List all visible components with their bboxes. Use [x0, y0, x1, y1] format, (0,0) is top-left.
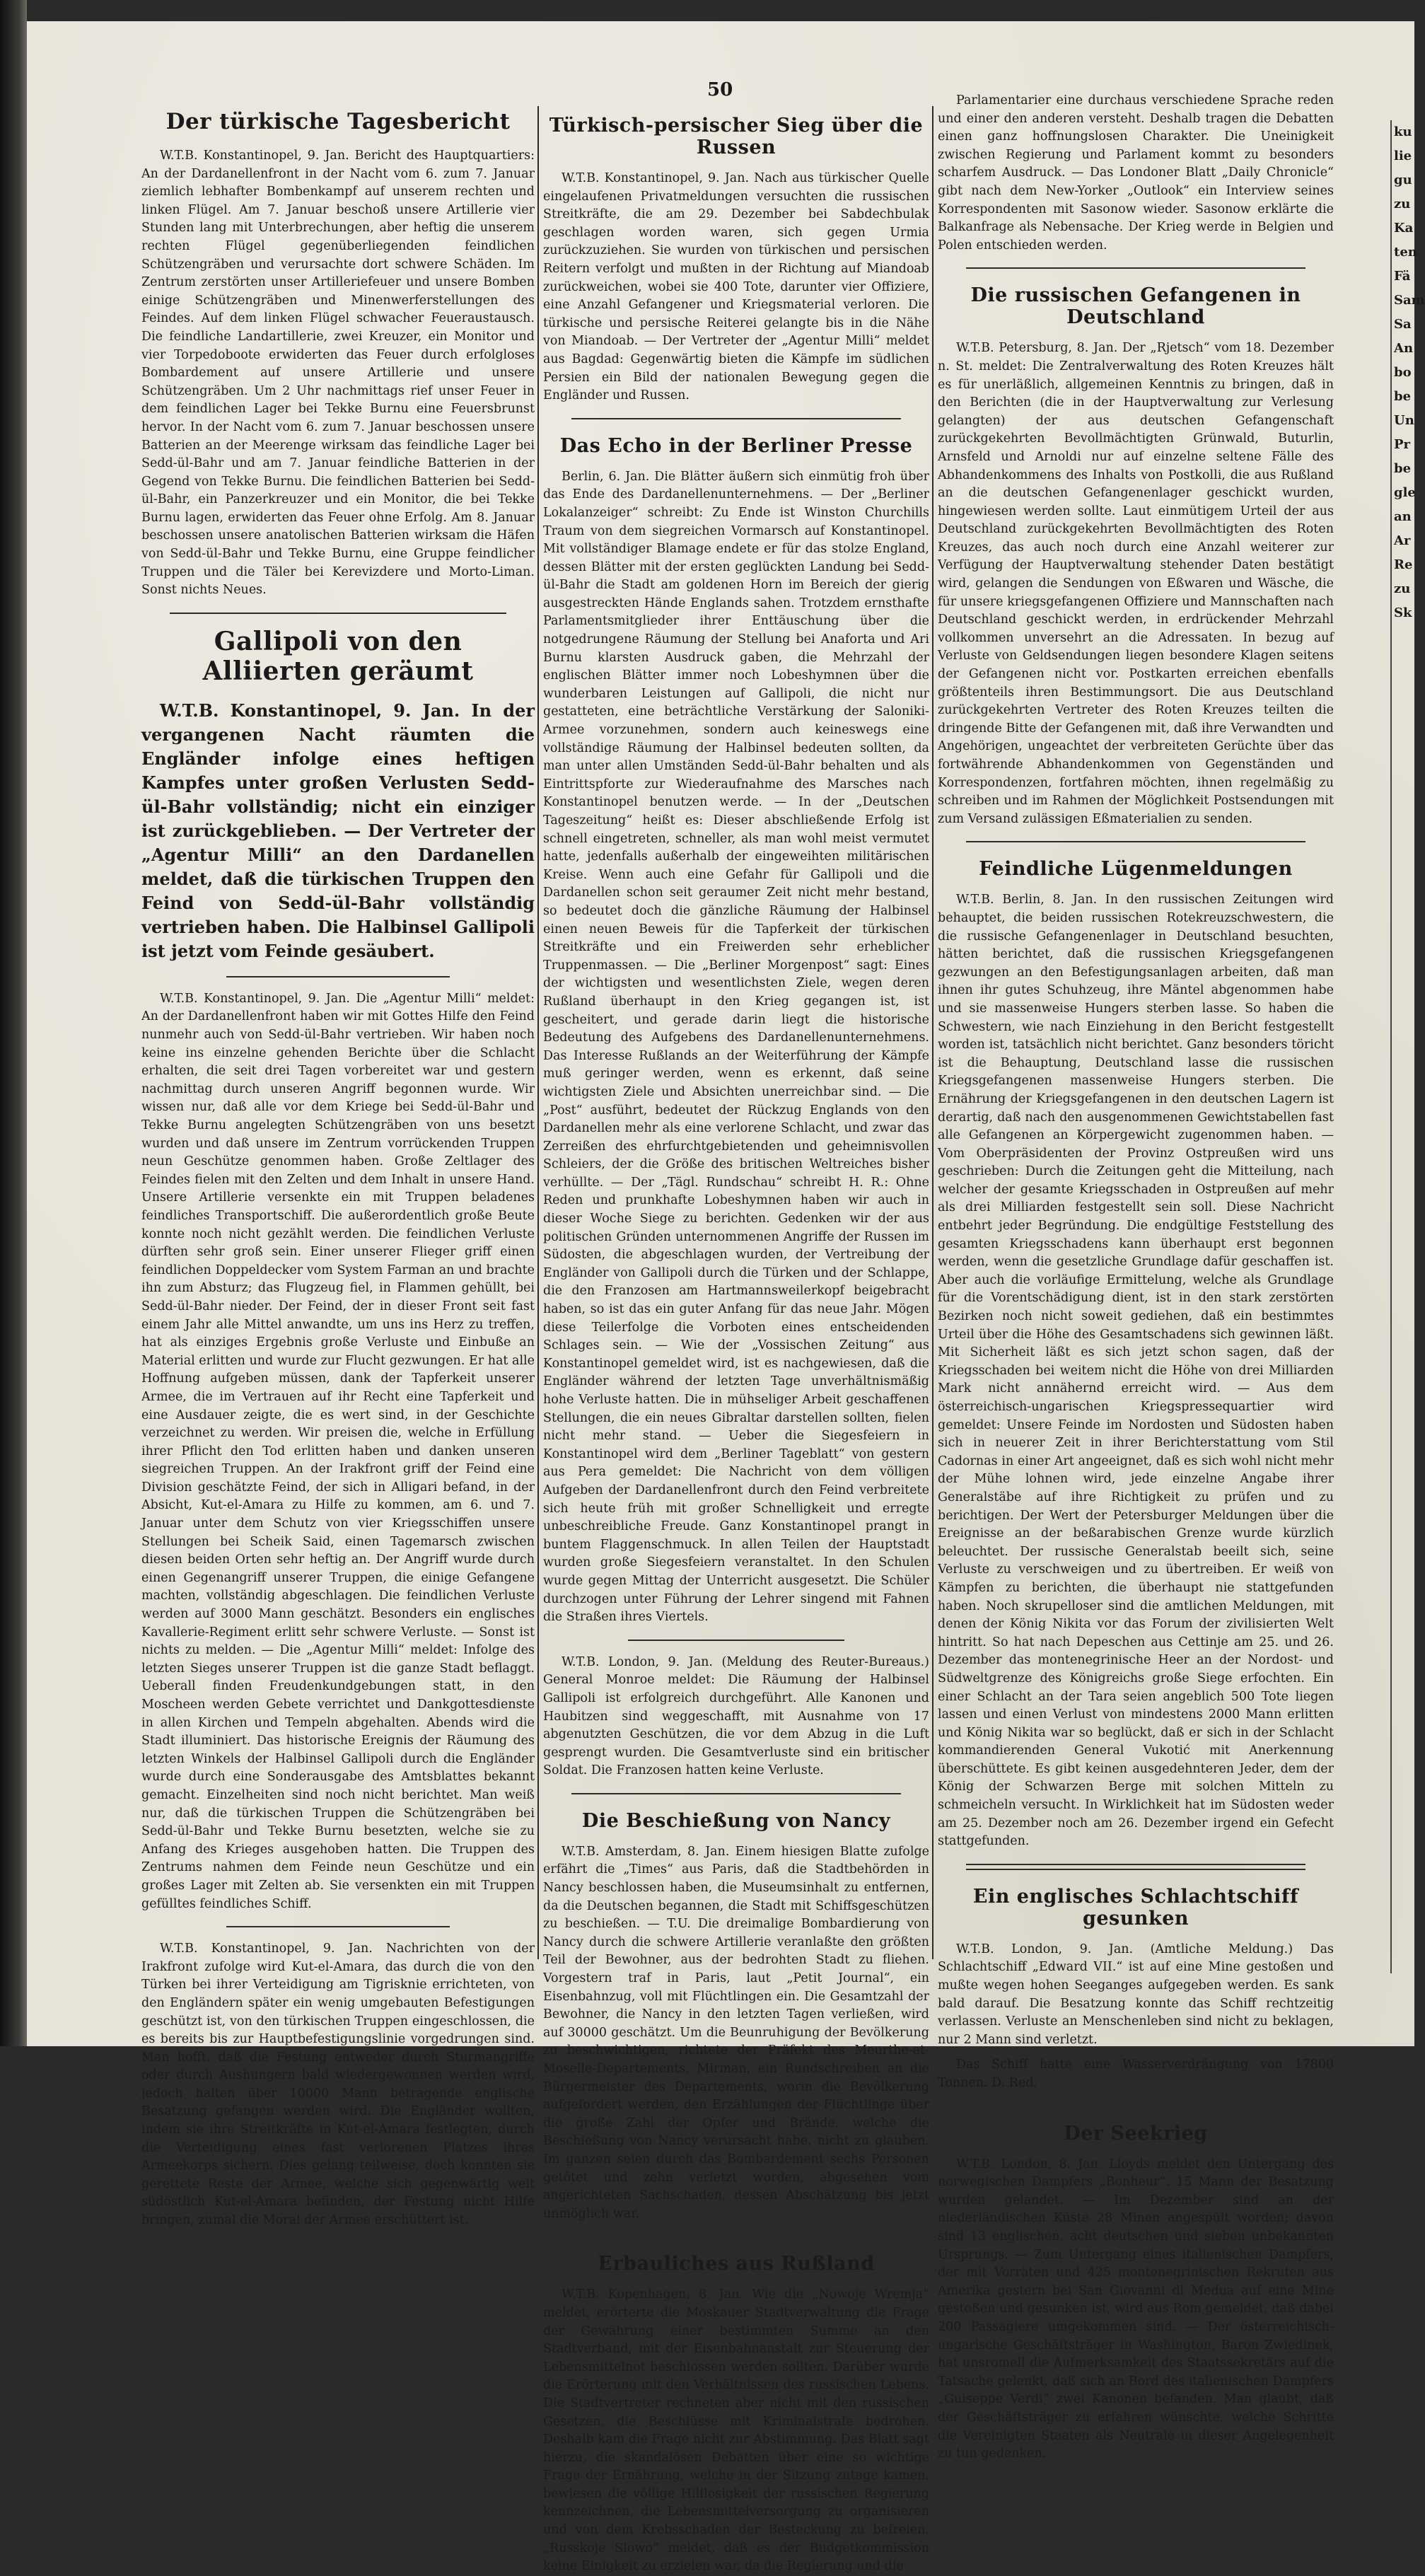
article-divider: [571, 418, 901, 419]
article-paragraph: W.T.B. Konstantinopel, 9. Jan. Bericht des Hauptquartiers: An der Dardanellenfront in der Nacht vom 6. zum 7. Januar ziemlich lebhafter Bombenkampf auf unserem rechten und linken Flügel. Am 7. Januar beschoß unsere Artillerie vier Stunden lang mit Unterbrechungen, aber heftig die unserem rechten Flügel gegenüberliegenden feindlichen Schützengräben und verursachte dort schwere Schäden. Im Zentrum zerstörten unser Artilleriefeuer und unsere Bomben einige Schützengräben und Minenwerferstellungen des Feindes. Auf dem linken Flügel schwacher Feueraustausch. Die feindliche Landartillerie, zwei Kreuzer, ein Monitor und vier Torpedoboote erwiderten das Feuer durch erfolgloses Bombardement auf unsere Artillerie und unsere Schützengräben. Um 2 Uhr nachmittags rief unser Feuer in dem feindlichen Lager bei Tekke Burnu eine Feuersbrunst hervor. In der Nacht vom 6. zum 7. Januar beschossen unsere Batterien an der Meerenge wirksam das feindliche Lager bei Sedd-ül-Bahr und am 7. Januar feindliche Batterien in der Gegend von Tekke Burnu. Die feindlichen Batterien bei Sedd-ül-Bahr, ein Panzerkreuzer und ein Monitor, die bei Tekke Burnu lagen, erwiderten das Feuer ohne Erfolg. Am 8. Januar beschossen unsere anatolischen Batterien wirksam die Häfen von Sedd-ül-Bahr und Tekke Burnu, eine Gruppe feindlicher Truppen und die Täler bei Kerevizdere und Morto-Liman. Sonst nichts Neues.: [141, 149, 535, 598]
fragment: Fä: [1394, 269, 1411, 284]
fragment: zu: [1394, 197, 1411, 211]
article-paragraph: W.T.B. Amsterdam, 8. Jan. Einem hiesigen Blatte zufolge erfährt die „Times“ aus Paris, daß die Stadtbehörden in Nancy beschlossen haben, die Museumsinhalt zu entfernen, da die Deutschen begannen, die Stadt mit Schiffsgeschützen zu beschießen. — T.U. Die dreimalige Bombardierung von Nancy durch die schwere Artillerie veranlaßte den größten Teil der Bewohner, aus der bedrohten Stadt zu fliehen. Vorgestern traf in Paris, laut „Petit Journal“, ein Eisenbahnzug, voll mit Flüchtlingen ein. Die Gesamtzahl der Bewohner, die Nancy in den letzten Tagen verließen, wird auf 30000 geschätzt. Um die Beunruhigung der Bevölkerung zu beschwichtigen, richtete der Präfekt des Meurthe-et-Moselle-Departements, Mirman, ein Rundschreiben an die Bürgermeister des Departements, worin die Bevölkerung aufgefordert werden, den Erzählungen der Flüchtlinge über die große Zahl der Opfer und Brände, welche die Beschießung von Nancy verursacht habe, nicht zu glauben. Im ganzen seien durch das Bombardement sechs Personen getötet und zehn verletzt worden, abgesehen vom angerichteten Sachschaden, dessen Abschätzung bis jetzt unmöglich war.: [543, 1844, 929, 2221]
article-paragraph: W.T.B. Kopenhagen, 8. Jan. Wie die „Nowoje Wremja“ meldet, erörterte die Moskauer Stadtverwaltung die Frage der Gewährung einer bestimmten Summe an den Stadtverband, mit der Eisenbahnanstalt zur Steuerung der Lebensmittelnot beschlossen werden sollten. Darüber wurde die Erörterung mit den Verhältnissen des russischen Lebens. Die Stadtvertreter rechneten aber nicht mit den russischen Gesetzen, die Beschlüsse mit Kriminalstrafe bedrohen. Deshalb kam die Frage nicht zur Abstimmung. Das Blatt sagt hierzu, die skandalösen Debatten über eine so wichtige Frage der Ernährung, welche in der Sitzung zutage kamen, bewiesen die völlige Hilflosigkeit der russischen Regierung kennzeichnen, die Lebensmittelversorgung zu organisieren und von dem Krebsschaden der Besteckung zu befreien. „Russkoje Slowo“ meldet, daß es der Budgetkommission keine Einigkeit zu erzielen war, da die Regierung und die: [543, 2287, 929, 2574]
article-paragraph: W.T.B. Konstantinopel, 9. Jan. Die „Agentur Milli“ meldet: An der Dardanellenfront haben wir mit Gottes Hilfe den Feind nunmehr auch von Sedd-ül-Bahr vertrieben. Wir haben noch keine ins einzelne gehenden Berichte über die Schlacht erhalten, die seit drei Tagen vorbereitet war und gestern nachmittag durch unseren Angriff begonnen wurde. Wir wissen nur, daß alle vor dem Kriege bei Sedd-ül-Bahr und Tekke Burnu angelegten Schützengräben von uns besetzt wurden und daß unsere im Zentrum vorrückenden Truppen neun Geschütze genommen haben. Große Zeltlager des Feindes fielen mit den Zelten und dem Inhalt in unsere Hand. Unsere Artillerie versenkte ein mit Truppen beladenes feindliches Transportschiff. Die außerordentlich große Beute konnte noch nicht gezählt werden. Die feindlichen Verluste dürften sehr groß sein. Einer unserer Flieger griff einen feindlichen Doppeldecker vom System Farman an und brachte ihn zum Absturz; das Flugzeug fiel, in Flammen gehüllt, bei Sedd-ül-Bahr nieder. Der Feind, der in dieser Front seit fast einem Jahr alle Mittel anwandte, um uns ins Herz zu treffen, hat als einziges Ergebnis große Verluste und Einbuße an Material erlitten und wurde zur Flucht gezwungen. Er hat alle Hoffnung aufgeben müssen, dank der Tapferkeit unserer Armee, die im Vertrauen auf ihr Recht eine Tapferkeit und eine Ausdauer zeigte, die es wert sind, in der Geschichte verzeichnet zu werden. Wir preisen die, welche in Erfüllung ihrer Pflicht den Tod erlitten haben und danken unseren siegreichen Truppen. An der Irakfront griff der Feind eine Division geschätzte Feind, der sich in Alligari befand, in der Absicht, Kut-el-Amara zu Hilfe zu kommen, am 6. und 7. Januar unter dem Schutz von vier Kriegsschiffen unsere Stellungen bei Scheik Said, einen Tagemarsch zwischen diesen beiden Orten sehr heftig an. Der Angriff wurde durch einen Gegenangriff unserer Truppen, die einige Gefangene machten, vollständig abgeschlagen. Die feindlichen Verluste werden auf 3000 Mann geschätzt. Besonders ein englisches Kavallerie-Regiment erlitt sehr schwere Verluste. — Sonst ist nichts zu melden. — Die „Agentur Milli“ meldet: Infolge des letzten Sieges unserer Truppen ist die ganze Stadt beflaggt. Ueberall finden Freudenkundgebungen statt, in den Moscheen werden Gebete verrichtet und Dankgottesdienste in allen Kirchen und Tempeln abgehalten. Abends wird die Stadt illuminiert. Das historische Ereignis der Räumung des letzten Winkels der Halbinsel Gallipoli durch die Engländer wurde durch eine Sonderausgabe des Amtsblattes bekannt gemacht. Einzelheiten sind noch nicht berichtet. Man weiß nur, daß die türkischen Truppen die Schützengräben bei Sedd-ül-Bahr und Tekke Burnu besetzten, welche sie zu Anfang des Krieges ausgehoben hatten. Die Truppen des Zentrums nahmen dem Feinde neun Geschütze und ein großes Lager mit Zelten ab. Sie versenkten ein mit Truppen gefülltes feindliches Schiff.: [141, 991, 535, 1911]
fragment: gu: [1394, 173, 1412, 187]
article-paragraph: W.T.B. London, 8. Jan. Lloyds meldet den Untergang des norwegischen Dampfers „Bonheur“. 15 Mann der Besatzung wurden gelandet. — Im Dezember sind an der niederländischen Küste 28 Minen angespült worden; davon sind 13 englischen, acht deutschen und sieben unbekannten Ursprungs. — Zum Untergang eines italienischen Dampfers, der mit Vorräten und 425 montenegrinischen Rekruten aus Amerika gestern bei San Giovanni di Medua auf eine Mine gestoßen und gesunken ist, wird aus Rom gemeldet, daß dabei 200 Passagiere umgekommen sind. — Der österreichisch-ungarische Geschäftsträger in Washington, Baron Zwiedinek, hat unsromell die Aufmerksamkeit des Staatssekretärs auf die Tatsache gelenkt, daß sich an Bord des italienischen Dampfers „Guiseppe Verdi“ zwei Kanonen befanden. Man glaubt, daß der Geschäftsträger zu erfahren wünschte, welche Schritte die Vereinigten Staaten als Neutrale in dieser Angelegenheit zu tun gedenken.: [938, 2157, 1334, 2461]
fragment: Pr: [1394, 437, 1411, 452]
fragment: ku: [1394, 124, 1412, 139]
article-divider: [966, 841, 1305, 842]
fragment: ten: [1394, 245, 1417, 260]
fragment: gle: [1394, 485, 1416, 500]
headline-luegenmeldungen: Feindliche Lügenmeldungen: [979, 858, 1293, 881]
fragment: be: [1394, 461, 1412, 476]
article-paragraph: W.T.B. London, 9. Jan. (Amtliche Meldung.) Das Schlachtschiff „Edward VII.“ ist auf eine Mine gestoßen und mußte wegen hohen Seeganges aufgegeben werden. Es sank bald darauf. Die Besatzung konnte das Schiff rechtzeitig verlassen. Verluste an Menschenleben sind nicht zu beklagen, nur 2 Mann sind verletzt.: [938, 1942, 1334, 2047]
article-divider: [170, 613, 506, 614]
column-rule-right: [932, 106, 933, 1959]
fragment: Sa: [1394, 317, 1412, 332]
headline-berliner-presse: Das Echo in der Berliner Presse: [559, 434, 913, 457]
headline-nancy: Die Beschießung von Nancy: [581, 1809, 891, 1832]
article-divider: [966, 2106, 1305, 2107]
fragment: lie: [1394, 149, 1412, 163]
adjacent-page-strip: [1390, 120, 1425, 1973]
column-middle: [543, 99, 929, 2574]
headline-sieg-russen: Türkisch-persischer Sieg über die Russen: [549, 115, 924, 158]
article-paragraph: W.T.B. Berlin, 8. Jan. In den russischen Zeitungen wird behauptet, die beiden russischen Rotekreuzschwestern, die die russische Gefangenenlager in Deutschland besuchten, hätten berichtet, daß die russischen Kriegsgefangenen gezwungen an den Befestigungsanlagen arbeiten, daß man ihnen ihr gutes Schuhzeug, ihre Mäntel abgenommen habe und sie massenweise Hungers sterben lasse. So haben die Schwestern, wie nach Einziehung in den Bericht festgestellt worden ist, tatsächlich nicht berichtet. Ganz besonders töricht ist die Behauptung, Deutschland lasse die russischen Kriegsgefangenen massenweise Hungers sterben. Die Ernährung der Kriegsgefangenen in den deutschen Lagern ist derartig, daß nach den ausgenommenen Gewichtstabellen fast alle Gefangenen an Körpergewicht zugenommen haben. — Vom Oberpräsidenten der Provinz Ostpreußen wird uns geschrieben: Durch die Zeitungen geht die Mitteilung, nach welcher der gesamte Kriegsschaden in Ostpreußen auf mehr als drei Milliarden festgestellt sein soll. Diese Nachricht entbehrt jeder Begründung. Die endgültige Feststellung des gesamten Kriegsschadens kann überhaupt erst begonnen werden, wenn die gesetzliche Grundlage dafür geschaffen ist. Aber auch die vorläufige Ermittelung, welche als Grundlage für die Vorentschädigung dient, ist in den stark zerstörten Bezirken noch nicht soweit gediehen, daß ein bestimmtes Urteil über die Höhe des Gesamtschadens sich gewinnen läßt. Mit Sicherheit läßt es sich jetzt schon sagen, daß der Kriegsschaden bei weitem nicht die Höhe von drei Milliarden Mark nicht annähernd erreicht wird. — Aus dem österreichisch-ungarischen Kriegspressequartier wird gemeldet: Unsere Feinde im Nordosten und Südosten haben sich in neuerer Zeit in ihrer Berichterstattung vom Stil Cadornas in einer Art angeeignet, daß es sich wohl nicht mehr der Mühe lohnen wird, jede einzelne Angabe ihrer Generalstäbe auf ihre Richtigkeit zu prüfen und zu berichtigen. Der Wert der Petersburger Meldungen über die Ereignisse an der beßarabischen Grenze wurde kürzlich beleuchtet. Der russische Generalstab beeilt sich, seine Verluste zu verschweigen und zu übertreiben. Er weiß von Kämpfen zu berichten, die überhaupt nie stattgefunden haben. Noch skrupelloser sind die amtlichen Meldungen, mit denen der König Nikita vor das Forum der zivilisierten Welt hintritt. So hat nach Depeschen aus Cettinje am 25. und 26. Dezember das montenegrinische Heer an der Nordost- und Südweltgrenze des Königreichs große Siege erfochten. Ein einer Schlacht an der Tara seien angeblich 500 Tote liegen lassen und einen Verlust von mindestens 2000 Mann erlitten und König Nikita war so beglückt, daß er sich in der Schlacht kommandierenden General Vukotić mit Anerkennung überschüttete. Es gibt keinen ausgedehnteren Jeder, dem der König der Schwarzen Berge mit solchen Mitteln zu schmeicheln versucht. In Wirklichkeit hat im Südosten weder am 25. Dezember noch am 26. Dezember irgend ein Gefecht stattgefunden.: [938, 893, 1334, 1849]
article-paragraph: W.T.B. Konstantinopel, 9. Jan. Nachrichten von der Irakfront zufolge wird Kut-el-Amara, das durch die von den Türken bei ihrer Verteidigung am Tigrisknie errichteten, von den Engländern später ein wenig umgebauten Befestigungen geschützt ist, von den türkischen Truppen eingeschlossen, die es bereits bis zur Hauptbefestigungslinie vorgedrungen sind. Man hofft, daß die Festung entweder durch Sturmangriffe oder durch Aushungern bald wiedergewonnen werden wird, jedoch halten über 10000 Mann betragende englische Besatzung gefangen werden wird. Die Engländer wollten, indem sie ihre Streitkräfte in Kut-el-Amara festlegten, durch die Verteidigung eines fast verlorenen Platzes ihres Armeekorps sichern. Dies gelang teilweise, doch konnten sie gerettete Reste der Armee, welche sich gegenwärtig weit südöstlich Kut-el-Amara befinden, der Festung nicht Hilfe bringen, zumal die Moral der Armee erschüttert ist.: [141, 1942, 535, 2228]
fragment: be: [1394, 389, 1412, 404]
lead-paragraph: W.T.B. Konstantinopel, 9. Jan. In der vergangenen Nacht räumten die Engländer infolge eines heftigen Kampfes unter großen Verlusten Sedd-ül-Bahr vollständig; nicht ein einziger ist zurückgeblieben. — Der Vertreter der „Agentur Milli“ an den Dardanellen meldet, daß die türkischen Truppen den Feind von Sedd-ül-Bahr vollständig vertrieben haben. Die Halbinsel Gallipoli ist jetzt vom Feinde gesäubert.: [141, 700, 535, 961]
headline-russland: Erbauliches aus Rußland: [598, 2253, 875, 2275]
fragment: Ka: [1394, 221, 1414, 236]
fragment: Sam: [1394, 293, 1425, 308]
article-paragraph: W.T.B. Konstantinopel, 9. Jan. Nach aus türkischer Quelle eingelaufenen Privatmeldungen versuchten die russischen Streitkräfte, die am 29. Dezember bei Sabdechbulak geschlagen worden waren, sich gegen Urmia zurückzuziehen. Sie wurden von türkischen und persischen Reitern verfolgt und mußten in der Richtung auf Miandoab zurückweichen, wobei sie 400 Tote, darunter vier Offiziere, eine Anzahl Gefangener und Kriegsmaterial verloren. Die türkische und persische Reiterei gelangte bis in die Nähe von Miandoab. — Der Vertreter der „Agentur Milli“ meldet aus Bagdad: Gegenwärtig bieten die Kämpfe im südlichen Persien ein Bild der nationalen Bewegung gegen die Engländer und Russen.: [543, 171, 929, 403]
page-number: 50: [707, 79, 733, 100]
article-paragraph: Berlin, 6. Jan. Die Blätter äußern sich einmütig froh über das Ende des Dardanellenunternehmens. — Der „Berliner Lokalanzeiger“ schreibt: Zu Ende ist Winston Churchills Traum von dem siegreichen Vormarsch auf Konstantinopel. Mit vollständiger Blamage endete er für das stolze England, dessen Blätter mit der ersten geglückten Landung bei Sedd-ül-Bahr die Stadt am goldenen Horn im Bereich der gierig ausgestreckten Hände Englands sahen. Trotzdem ernsthafte Parlamentsmitglieder ihrer Enttäuschung über die notgedrungene Räumung der Stellung bei Anaforta und Ari Burnu klarsten Ausdruck gaben, die Mehrzahl der englischen Blätter immer noch Lobeshymnen über die wunderbaren Leistungen auf Gallipoli, die nicht nur gestatteten, eine beträchtliche Verstärkung der Saloniki-Armee vorzunehmen, sondern auch keineswegs eine vollständige Räumung der Halbinsel bedeuten sollten, da man unter allen Umständen Sedd-ül-Bahr behalten und als Eintrittspforte zur Wiederaufnahme des Marsches nach Konstantinopel benutzen werde. — In der „Deutschen Tageszeitung“ heißt es: Dieser abschließende Erfolg ist schnell eingetreten, schneller, als man wohl meist vermutet hatte, jedenfalls außerhalb der eingeweihten militärischen Kreise. Wenn auch eine Gefahr für Gallipoli und die Dardanellen schon seit geraumer Zeit nicht mehr bestand, so bedeutet doch die gänzliche Räumung der Halbinsel einen neuen Beweis für die Tapferkeit der türkischen Streitkräfte und ein Freiwerden sehr erheblicher Truppenmassen. — Die „Berliner Morgenpost“ sagt: Eines der wichtigsten und wesentlichsten Ziele, wegen deren Rußland überhaupt in den Krieg gegangen ist, ist gescheitert, und gerade darin liegt die historische Bedeutung des Aufgebens des Dardanellenunternehmens. Das Interesse Rußlands an der Weiterführung der Kämpfe muß geringer werden, wenn es erkennt, daß seine wichtigsten Ziele und Absichten unerreichbar sind. — Die „Post“ ausführt, bedeutet der Rückzug Englands von den Dardanellen mehr als eine verlorene Schlacht, und zwar das Zerreißen des ehrfurchtgebietenden und geheimnisvollen Schleiers, der die Größe des britischen Weltreiches bisher verhüllte. — Der „Tägl. Rundschau“ schreibt H. R.: Ohne Reden und prunkhafte Lobeshymnen haben wir auch in dieser Woche Siege zu berichten. Gedenken wir der aus politischen Gründen unternommenen Angriffe der Russen im Südosten, die abgeschlagen wurden, der Vertreibung der Engländer von Gallipoli durch die Türken und der Schlappe, die den Franzosen am Hartmannsweilerkopf beigebracht haben, so ist das ein guter Anfang für das neue Jahr. Mögen diese Teilerfolge die Vorboten eines entscheidenden Schlages sein. — Wie der „Vossischen Zeitung“ aus Konstantinopel gemeldet wird, ist es nachgewiesen, daß die Engländer während der letzten Tage unverhältnismäßig hohe Verluste hatten. Die in mühseliger Arbeit geschaffenen Stellungen, die ein neues Gibraltar darstellen sollten, fielen nicht mehr stand. — Ueber die Siegesfeiern in Konstantinopel wird dem „Berliner Tageblatt“ von gestern aus Pera gemeldet: Die Nachricht von dem völligen Aufgeben der Dardanellenfront durch den Feind verbreitete sich heute früh mit großer Schnelligkeit und erregte unbeschreibliche Freude. Ganz Konstantinopel prangt in buntem Flaggenschmuck. In allen Teilen der Hauptstadt wurden große Siegesfeiern veranstaltet. In den Schulen wurde gegen Mittag der Unterricht ausgesetzt. Die Schüler durchzogen unter Führung der Lehrer singend mit Fahnen die Straßen ihres Viertels.: [543, 469, 929, 1625]
article-paragraph: Das Schiff hatte eine Wasserverdrängung von 17800 Tonnen. D. Red.: [938, 2058, 1334, 2090]
headline-schlachtschiff: Ein englisches Schlachtschiff gesunken: [972, 1885, 1299, 1930]
fragment: zu: [1394, 581, 1411, 596]
fragment: Un: [1394, 413, 1414, 428]
article-divider: [571, 1793, 901, 1794]
scan-edge: [0, 0, 27, 2046]
headline-gallipoli: Gallipoli von den Alliierten geräumt: [202, 626, 474, 686]
article-divider: [966, 1864, 1305, 1870]
article-divider: [226, 976, 450, 977]
fragment: An: [1394, 341, 1414, 356]
headline-seekrieg: Der Seekrieg: [1064, 2122, 1208, 2145]
headline-gefangenen: Die russischen Gefangenen in Deutschland: [970, 284, 1301, 329]
article-paragraph: Parlamentarier eine durchaus verschiedene Sprache reden und einer den anderen versteht. Deshalb tragen die Debatten einen ganz hoffnungslosen Charakter. Die Uneinigkeit zwischen Regierung und Parlament kommt zu besonders scharfem Ausdruck. — Das Londoner Blatt „Daily Chronicle“ gibt nach dem New-Yorker „Outlook“ ein Interview seines Korrespondenten mit Sasonow wieder. Sasonow erklärte die Balkanfrage als Nebensache. Der Krieg werde in Belgien und Polen entschieden werden.: [938, 93, 1334, 253]
fragment: Re: [1394, 557, 1413, 572]
column-rule-left: [537, 106, 539, 1959]
fragment: Ar: [1394, 533, 1411, 548]
column-left: [141, 99, 535, 2228]
article-divider: [571, 2236, 901, 2237]
article-divider: [226, 1926, 450, 1927]
article-divider: [628, 1640, 844, 1641]
fragment: bo: [1394, 365, 1412, 380]
article-divider: [966, 267, 1305, 269]
column-right: [938, 92, 1334, 2461]
article-paragraph: W.T.B. London, 9. Jan. (Meldung des Reuter-Bureaus.) General Monroe meldet: Die Räumung der Halbinsel Gallipoli ist erfolgreich durchgeführt. Alle Kanonen und Haubitzen sind weggeschafft, mit Ausnahme von 17 abgenutzten Geschützen, die vor dem Abzug in die Luft gesprengt wurden. Die Gesamtverluste sind ein britischer Soldat. Die Franzosen hatten keine Verluste.: [543, 1654, 929, 1778]
fragment: Sk: [1394, 605, 1412, 620]
article-paragraph: W.T.B. Petersburg, 8. Jan. Der „Rjetsch“ vom 18. Dezember n. St. meldet: Die Zentralverwaltung des Roten Kreuzes hält es für unerläßlich, allgemeinen Kenntnis zu bringen, daß in den Berichten (die in der Hauptverwaltung zur Verlesung gelangten) der aus deutschen Gefangenschaft zurückgekehrten Bevollmächtigten Grünwald, Buturlin, Arnsfeld und Arnoldi nur auf einzelne seltene Fälle des Abhandenkommens des Inhalts von Postkolli, die aus Rußland an die deutschen Gefangenenlager geschickt wurden, hingewiesen werden sollte. Laut einmütigem Urteil der aus Deutschland zurückgekehrten Bevollmächtigten des Roten Kreuzes, das auch noch durch eine Anzahl weiterer zur Verfügung der Hauptverwaltung stehender Daten bestätigt wird, gelangen die Sendungen von Eßwaren und Wäsche, die für unsere kriegsgefangenen Offiziere und Mannschaften nach Deutschland geschickt werden, in erdrückender Mehrzahl vollkommen unversehrt an die Adressaten. In bezug auf Verluste von Geldsendungen liegen besondere Klagen seitens der Gefangenen nicht vor. Postkarten erreichen ebenfalls größtenteils ihren Bestimmungsort. Die aus Deutschland zurückgekehrten Vertreter des Roten Kreuzes teilten die dringende Bitte der Gefangenen mit, daß ihre Verwandten und Angehörigen, ungeachtet der verbreiteten Gerüchte über das fortwährende Abhandenkommen von Gegenständen und Korrespondenzen, fortfahren möchten, ihnen regelmäßig zu schreiben und im Rahmen der Möglichkeit Postsendungen mit zum Versand zulässigen Eßmaterialien zu senden.: [938, 341, 1334, 826]
fragment: an: [1394, 509, 1412, 524]
headline-tagesbericht: Der türkische Tagesbericht: [165, 109, 511, 134]
